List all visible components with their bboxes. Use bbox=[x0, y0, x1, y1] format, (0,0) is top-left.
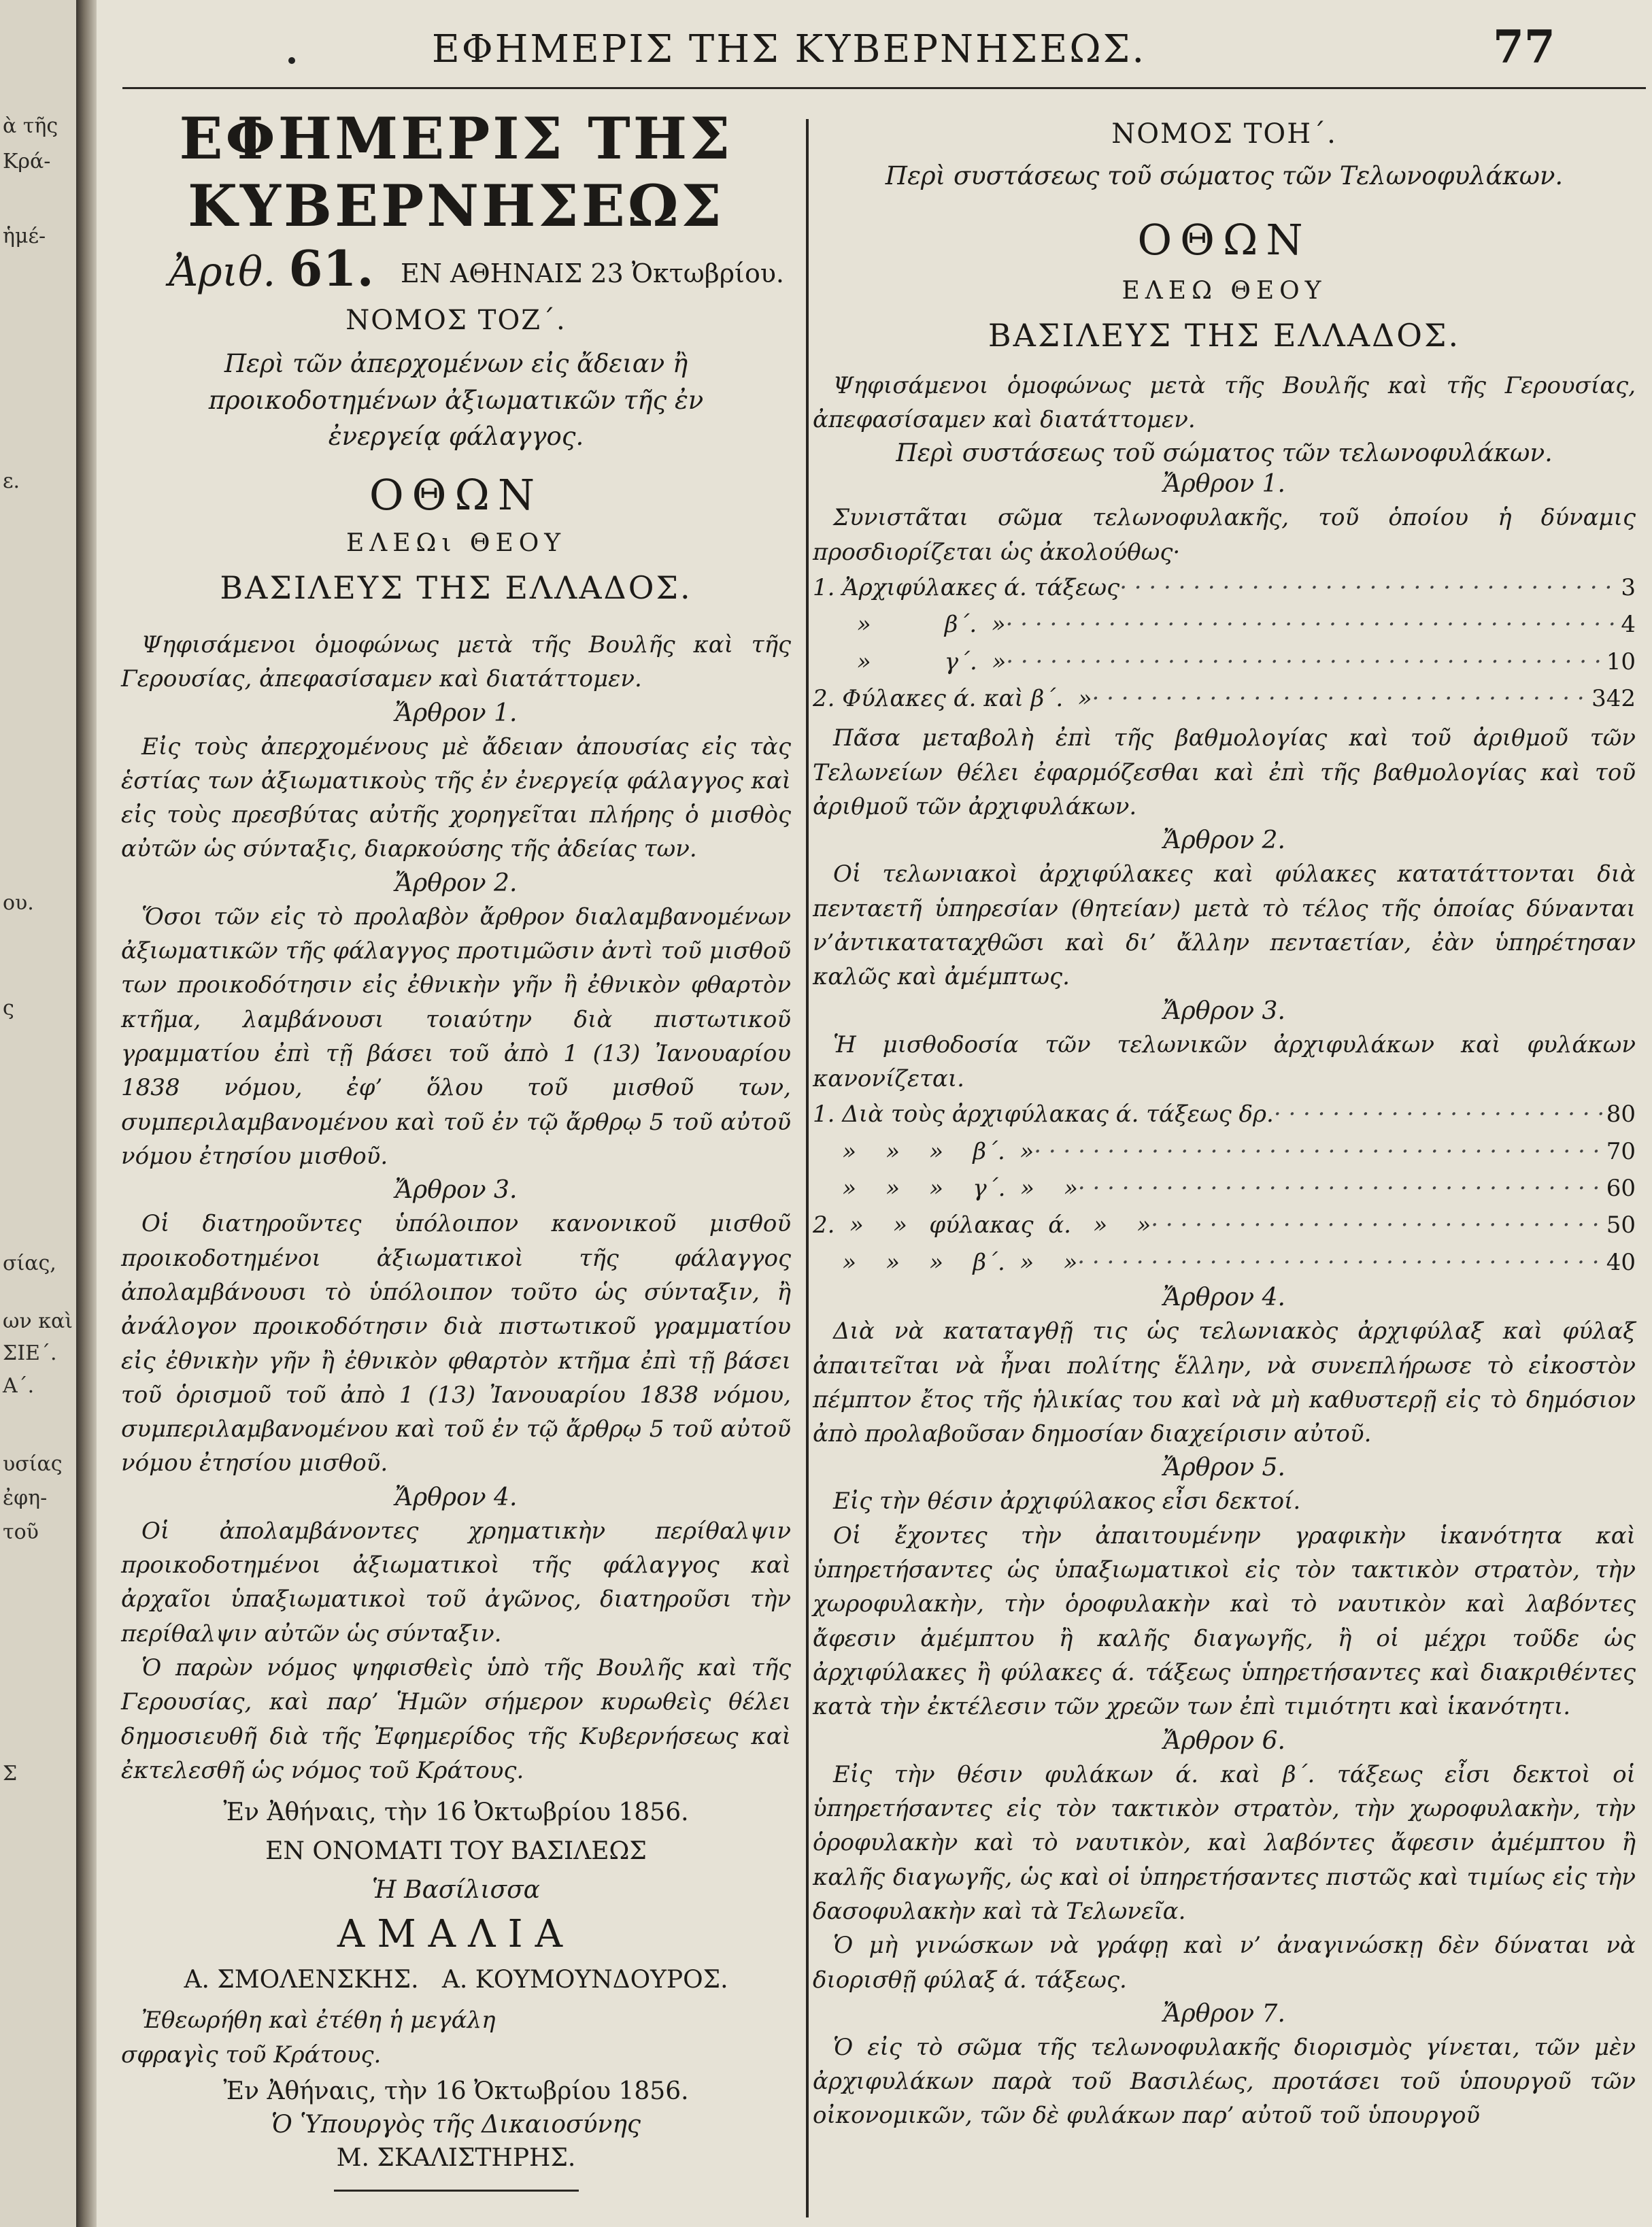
pay-value: 70 bbox=[1606, 1137, 1636, 1165]
article-text: Ὁ μὴ γινώσκων νὰ γράφῃ καὶ ν’ ἀναγινώσκῃ δὲν δύναται νὰ διορισθῇ φύλαξ ά. τάξεως. bbox=[813, 1932, 1636, 1994]
article-text: Πᾶσα μεταβολὴ ἐπὶ τῆς βαθμολογίας καὶ τοῦ ἀριθμοῦ τῶν Τελωνείων θέλει ἐφαρμόζεσθαι καὶ ἐπὶ τῆς βαθμολογίας καὶ τοῦ ἀριθμοῦ τῶν ἀρχιφυλάκων. bbox=[813, 724, 1636, 821]
pay-row bbox=[813, 1133, 1636, 1170]
leader-dots bbox=[1078, 1170, 1606, 1207]
leader-dots bbox=[1077, 1244, 1606, 1281]
preamble: Ψηφισάμενοι ὁμοφώνως μετὰ τῆς Βουλῆς καὶ τῆς Γερουσίας, ἀπεφασίσαμεν καὶ διατάττομεν. bbox=[813, 371, 1636, 433]
article-heading: Ἄρθρον 2. bbox=[394, 869, 518, 897]
queen-name: ΑΜΑΛΙΑ bbox=[337, 1912, 575, 1957]
article-heading: Ἄρθρον 4. bbox=[1163, 1284, 1285, 1312]
strength-value: 342 bbox=[1591, 685, 1636, 713]
article-heading: Ἄρθρον 3. bbox=[394, 1176, 518, 1205]
closing-formula: Ὁ παρὼν νόμος ψηφισθεὶς ὑπὸ τῆς Βουλῆς καὶ τῆς Γερουσίας, καὶ παρ’ Ἡμῶν σήμερον κυρωθεὶς θέλει δημοσιευθῆ διὰ τῆς Ἐφημερίδος τῆς Κυβερνήσεως καὶ ἐκτελεσθῆ ὡς νόμος τοῦ Κράτους. bbox=[121, 1654, 791, 1784]
pay-value: 80 bbox=[1606, 1101, 1636, 1128]
signatories: Α. ΣΜΟΛΕΝΣΚΗΣ. Α. ΚΟΥΜΟΥΝΔΟΥΡΟΣ. bbox=[184, 1966, 728, 1994]
article-text: Εἰς τοὺς ἀπερχομένους μὲ ἄδειαν ἀπουσίας εἰς τὰς ἑστίας των ἀξιωματικοὺς τῆς ἐν ἐνεργείᾳ φάλαγγος καὶ εἰς τοὺς πρεσβύτας αὐτῆς χορηγεῖται πλήρης ὁ μισθὸς αὐτῶν ὡς σύνταξις, διαρκούσης τῆς ἀδείας των. bbox=[121, 733, 791, 863]
leader-dots bbox=[1034, 1133, 1606, 1170]
pay-label: 2. » » φύλακας ά. » » bbox=[813, 1211, 1151, 1239]
king-title: ΒΑΣΙΛΕΥΣ ΤΗΣ ΕΛΛΑΔΟΣ. bbox=[988, 316, 1461, 354]
minister-title: Ὁ Ὑπουργὸς τῆς Δικαιοσύνης bbox=[271, 2110, 641, 2139]
strength-value: 4 bbox=[1621, 611, 1636, 639]
pay-row bbox=[813, 1096, 1636, 1133]
margin-fragment: ἡμέ- bbox=[3, 224, 46, 248]
article-text: Οἱ ἔχοντες τὴν ἀπαιτουμένην γραφικὴν ἱκανότητα καὶ ὑπηρετήσαντες ὡς ὑπαξιωματικοὶ εἰς τὸν τακτικὸν στρατὸν, τὴν χωροφυλακὴν, τὴν ὁροφυλακὴν καὶ τὸ ναυτικὸν καὶ λαβόντες ἄφεσιν ἀμέμπτου ἢ καλῆς διαγωγῆς, ἢ οἱ μέχρι τοῦδε ὡς ἀρχιφύλακες ἢ φύλακες ά. τάξεως ὑπηρετήσαντες καὶ διακριθέντες κατὰ τὴν ἐκτέλεσιν τῶν χρεῶν των ἐπὶ τιμιότητι καὶ ἱκανότητι. bbox=[813, 1522, 1636, 1721]
page-number: 77 bbox=[1493, 20, 1555, 73]
issue-number bbox=[169, 239, 374, 297]
right-column bbox=[813, 102, 1636, 2133]
article-text: Διὰ νὰ καταταγθῇ τις ὡς τελωνιακὸς ἀρχιφύλαξ καὶ φύλαξ ἀπαιτεῖται νὰ ἦναι πολίτης ἕλλην, νὰ συνεπλήρωσε τὸ εἰκοστὸν πέμπτον ἔτος τῆς ἡλικίας του καὶ νὰ μὴ καθυστερῇ εἰς τὸ δημόσιον ἀπὸ προλαβοῦσαν δημοσίαν διαχείρισιν αὐτοῦ. bbox=[813, 1318, 1636, 1448]
leader-dots bbox=[1151, 1207, 1606, 1243]
article-heading: Ἄρθρον 1. bbox=[1163, 470, 1285, 499]
pay-label: » » » β΄. » bbox=[813, 1137, 1034, 1165]
strength-row bbox=[813, 643, 1636, 680]
strength-label: » β΄. » bbox=[813, 611, 1006, 639]
article-heading: Ἄρθρον 7. bbox=[1163, 1999, 1285, 2028]
place-date: ΕΝ ΑΘΗΝΑΙΣ 23 Ὀκτωβρίου. bbox=[400, 258, 784, 288]
pay-value: 50 bbox=[1606, 1211, 1636, 1239]
margin-fragment: ου. bbox=[3, 891, 34, 915]
pay-label: » » » β΄. » » bbox=[813, 1248, 1078, 1276]
masthead: ΕΦΗΜΕΡΙΣ ΤΗΣ ΚΥΒΕΡΝΗΣΕΩΣ bbox=[179, 105, 733, 239]
adjacent-page-margin bbox=[0, 0, 76, 2227]
margin-fragment: Σ bbox=[3, 1762, 18, 1786]
grace-of-god: ΕΛΕΩι ΘΕΟΥ bbox=[345, 529, 567, 557]
margin-fragment: ων καὶ bbox=[3, 1309, 73, 1333]
article-text: Ἡ μισθοδοσία τῶν τελωνικῶν ἀρχιφυλάκων καὶ φυλάκων κανονίζεται. bbox=[813, 1031, 1636, 1092]
article-heading: Ἄρθρον 4. bbox=[394, 1483, 518, 1511]
strength-row bbox=[813, 606, 1636, 643]
article-heading: Ἄρθρον 2. bbox=[1163, 826, 1285, 855]
issue-value: 61. bbox=[288, 239, 374, 297]
law-title: ΝΟΜΟΣ ΤΟΗ΄. bbox=[1111, 118, 1337, 150]
margin-fragment: ς bbox=[3, 997, 14, 1020]
pay-value: 40 bbox=[1606, 1248, 1636, 1276]
margin-fragment: τοῦ bbox=[3, 1520, 39, 1544]
margin-fragment: Κρά- bbox=[3, 150, 51, 173]
left-column bbox=[121, 102, 791, 2192]
law-subject: Περὶ συστάσεως τοῦ σώματος τῶν Τελωνοφυλάκων. bbox=[885, 161, 1564, 190]
strength-row bbox=[813, 569, 1636, 606]
law-title: ΝΟΜΟΣ ΤΟΖ΄. bbox=[345, 305, 567, 336]
margin-fragment: σίας, bbox=[3, 1252, 56, 1275]
running-head: ΕΦΗΜΕΡΙΣ ΤΗΣ ΚΥΒΕΡΝΗΣΕΩΣ. bbox=[431, 27, 1147, 71]
end-rule bbox=[334, 2190, 579, 2192]
pay-value: 60 bbox=[1606, 1175, 1636, 1203]
issue-label: Ἀριθ. bbox=[169, 248, 276, 296]
preamble: Ψηφισάμενοι ὁμοφώνως μετὰ τῆς Βουλῆς καὶ τῆς Γερουσίας, ἀπεφασίσαμεν καὶ διατάττομεν. bbox=[121, 631, 791, 693]
seal-note: Ἐθεωρήθη καὶ ἐτέθη ἡ μεγάλη σφραγὶς τοῦ Κράτους. bbox=[121, 2007, 496, 2069]
article-text: Οἱ διατηροῦντες ὑπόλοιπον κανονικοῦ μισθοῦ προικοδοτημένοι ἀξιωματικοὶ τῆς φάλαγγος ἀπολαμβάνουσι τὸ ὑπόλοιπον τοῦτο ὡς σύνταξιν, ἢ ἀνάλογον προικοδότησιν διὰ πιστωτικοῦ γραμματίου εἰς ἐθνικὴν γῆν ἢ ἐθνικὸν φθαρτὸν κτῆμα ἐπὶ τῇ βάσει τοῦ ὁρισμοῦ τοῦ ἀπὸ 1 (13) Ἰανουαρίου 1838 νόμου, συμπεριλαμβανομένου καὶ τοῦ ἐν τῷ ἄρθρῳ 5 τοῦ αὐτοῦ νόμου ἐτησίου μισθοῦ. bbox=[121, 1210, 791, 1477]
king-name: ΟΘΩΝ bbox=[369, 469, 543, 520]
minister-name: Μ. ΣΚΑΛΙΣΤΗΡΗΣ. bbox=[336, 2143, 576, 2172]
margin-fragment: Α΄. bbox=[3, 1374, 35, 1398]
leader-dots bbox=[1274, 1096, 1606, 1133]
article-text: Οἱ τελωνιακοὶ ἀρχιφύλακες καὶ φύλακες κατατάττονται διὰ πενταετῆ ὑπηρεσίαν (θητείαν) μετὰ τὸ τέλος τῆς ὁποίας δύνανται ν’ἀντικαταταχθῶσι καὶ δι’ ἄλλην πενταετίαν, ἐὰν ὑπηρέτησαν καλῶς καὶ ἀμέμπτως. bbox=[813, 860, 1636, 991]
strength-row bbox=[813, 680, 1636, 717]
issue-line bbox=[121, 239, 791, 295]
article-text: Εἰς τὴν θέσιν φυλάκων ά. καὶ β΄. τάξεως εἶσι δεκτοὶ οἱ ὑπηρετήσαντες εἰς τὸν τακτικὸν στρατὸν, τὴν χωροφυλακὴν, τὴν ὁροφυλακὴν καὶ τὸ ναυτικὸν, καὶ λαβόντες ἄφεσιν ἀμέμπτου ἢ καλῆς διαγωγῆς, ὡς καὶ οἱ ὑπηρετήσαντες πιστῶς καὶ τιμίως εἰς τὴν δασοφυλακὴν καὶ τὰ Τελωνεῖα. bbox=[813, 1760, 1636, 1925]
margin-fragment: υσίας bbox=[3, 1452, 63, 1476]
strength-label: 1. Ἀρχιφύλακες ά. τάξεως bbox=[813, 573, 1120, 601]
margin-fragment: ΣΙΕ΄. bbox=[3, 1341, 57, 1365]
pay-label: 1. Διὰ τοὺς ἀρχιφύλακας ά. τάξεως δρ. bbox=[813, 1101, 1274, 1128]
strength-label: » γ΄. » bbox=[813, 648, 1007, 675]
article-text: Συνιστᾶται σῶμα τελωνοφυλακῆς, τοῦ ὁποίου ἡ δύναμις προσδιορίζεται ὡς ἀκολούθως· bbox=[813, 504, 1636, 566]
leader-dots bbox=[1006, 606, 1621, 643]
article-text: Ὁ εἰς τὸ σῶμα τῆς τελωνοφυλακῆς διορισμὸς γίνεται, τῶν μὲν ἀρχιφυλάκων παρὰ τοῦ Βασιλέως, προτάσει τοῦ ὑπουργοῦ τῶν οἰκονομικῶν, τῶν δὲ φυλάκων παρ’ αὐτοῦ τοῦ ὑπουργοῦ bbox=[813, 2033, 1636, 2130]
margin-fragment: ἐφη- bbox=[3, 1486, 48, 1510]
article-heading: Ἄρθρον 5. bbox=[1163, 1454, 1285, 1482]
article-heading: Ἄρθρον 1. bbox=[394, 699, 518, 727]
date-line-2: Ἐν Ἀθήναις, τὴν 16 Ὀκτωβρίου 1856. bbox=[223, 2077, 689, 2105]
grace-of-god: ΕΛΕΩ ΘΕΟΥ bbox=[1122, 276, 1327, 305]
margin-fragment: ὰ τῆς bbox=[3, 114, 58, 138]
article-text: Εἰς τὴν θέσιν ἀρχιφύλακος εἶσι δεκτοί. bbox=[833, 1488, 1301, 1516]
page-binding-shadow bbox=[76, 0, 97, 2227]
strength-value: 3 bbox=[1621, 573, 1636, 601]
king-name: ΟΘΩΝ bbox=[1137, 214, 1311, 265]
leader-dots bbox=[1092, 680, 1592, 717]
article-heading: Ἄρθρον 3. bbox=[1163, 997, 1285, 1025]
pay-row bbox=[813, 1244, 1636, 1281]
date-line: Ἐν Ἀθήναις, τὴν 16 Ὀκτωβρίου 1856. bbox=[223, 1798, 689, 1827]
in-the-name-line: ΕΝ ΟΝΟΜΑΤΙ ΤΟΥ ΒΑΣΙΛΕΩΣ bbox=[265, 1837, 647, 1866]
strength-label: 2. Φύλακες ά. καὶ β΄. » bbox=[813, 685, 1092, 713]
pay-row bbox=[813, 1207, 1636, 1243]
header-rule bbox=[122, 87, 1646, 89]
king-title: ΒΑΣΙΛΕΥΣ ΤΗΣ ΕΛΛΑΔΟΣ. bbox=[220, 569, 692, 606]
column-rule bbox=[806, 119, 809, 2217]
subject-repeat: Περὶ συστάσεως τοῦ σώματος τῶν τελωνοφυλάκων. bbox=[896, 439, 1553, 468]
article-text: Ὅσοι τῶν εἰς τὸ προλαβὸν ἄρθρον διαλαμβανομένων ἀξιωματικῶν τῆς φάλαγγος προτιμῶσιν ἀντὶ τοῦ μισθοῦ των προικοδότησιν εἰς ἐθνικὴν γῆν ἢ ἐθνικὸν φθαρτὸν κτῆμα, λαμβάνουσι τοιαύτην διὰ πιστωτικοῦ γραμματίου ἐπὶ τῇ βάσει τοῦ ἀπὸ 1 (13) Ἰανουαρίου 1838 νόμου, ἐφ’ ὅλου τοῦ μισθοῦ των, συμπεριλαμβανομένου καὶ τοῦ ἐν τῷ ἄρθρῳ 5 τοῦ αὐτοῦ νόμου ἐτησίου μισθοῦ. bbox=[121, 903, 791, 1170]
strength-value: 10 bbox=[1606, 648, 1636, 675]
article-heading: Ἄρθρον 6. bbox=[1163, 1726, 1285, 1755]
leader-dots bbox=[1119, 569, 1621, 606]
pay-row bbox=[813, 1170, 1636, 1207]
margin-fragment: ε. bbox=[3, 469, 20, 493]
leader-dots bbox=[1006, 643, 1606, 680]
pay-label: » » » γ΄. » » bbox=[813, 1175, 1078, 1203]
article-text: Οἱ ἀπολαμβάνοντες χρηματικὴν περίθαλψιν προικοδοτημένοι ἀξιωματικοὶ τῆς φάλαγγος καὶ ἀρχαῖοι ὑπαξιωματικοὶ τοῦ ἀγῶνος, διατηροῦσι τὴν περίθαλψιν αὐτῶν ὡς σύνταξιν. bbox=[121, 1517, 791, 1647]
law-subject: Περὶ τῶν ἀπερχομένων εἰς ἄδειαν ἢ προικοδοτημένων ἀξιωματικῶν τῆς ἐν ἐνεργείᾳ φάλαγγος. bbox=[208, 349, 704, 452]
queen-title: Ἡ Βασίλισσα bbox=[371, 1876, 540, 1905]
